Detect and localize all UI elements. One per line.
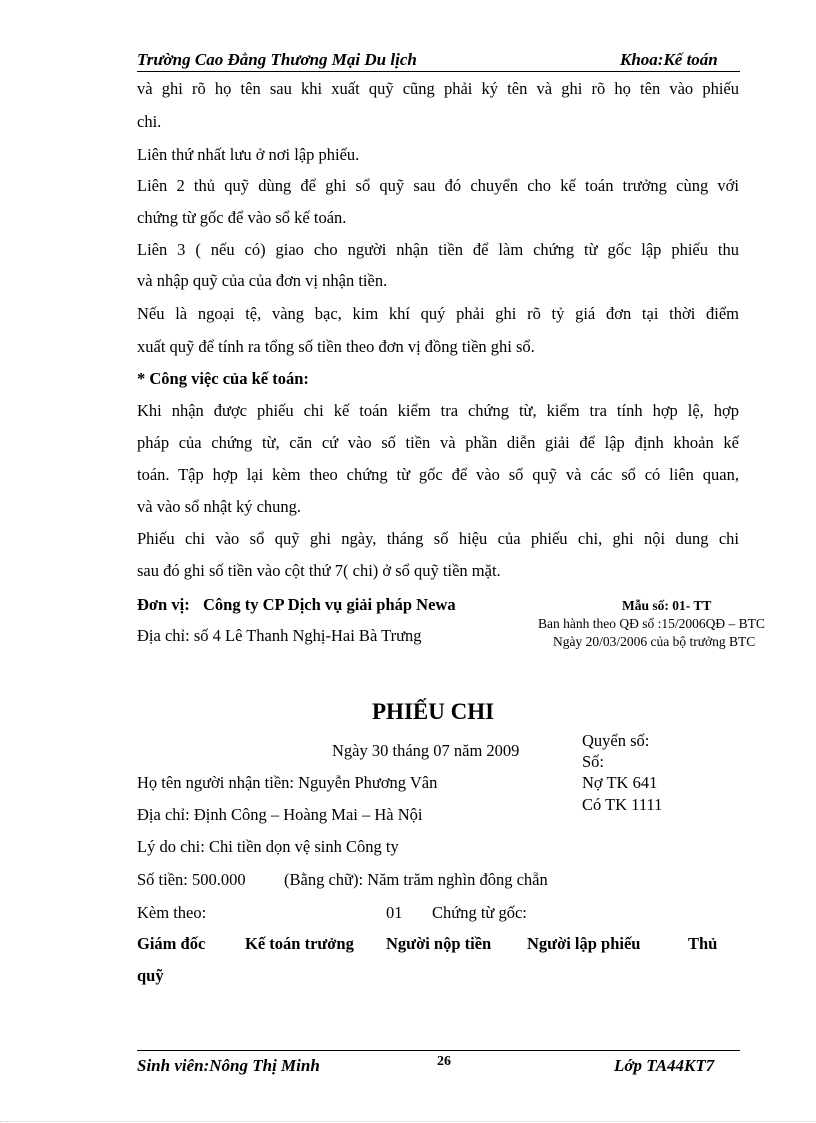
credit-account: Có TK 1111 xyxy=(582,795,663,814)
voucher-date: Ngày 30 tháng 07 năm 2009 xyxy=(332,741,520,760)
payment-amount: Số tiền: 500.000 xyxy=(137,870,246,889)
paragraph-line: xuất quỹ để tính ra tổng số tiền theo đơn vị đồng tiền ghi sổ. xyxy=(137,337,535,356)
signer-payer: Người nộp tiền xyxy=(386,934,492,953)
issued-decision: Ban hành theo QĐ số :15/2006QĐ – BTC xyxy=(538,616,765,631)
header-rule xyxy=(137,71,740,72)
section-heading: * Công việc của kế toán: xyxy=(137,369,309,388)
paragraph-line: và nhập quỹ của của đơn vị nhận tiền. xyxy=(137,271,388,290)
amount-in-words: (Bằng chữ): Năm trăm nghìn đông chẵn xyxy=(284,870,548,889)
recipient-address: Địa chỉ: Định Công – Hoàng Mai – Hà Nội xyxy=(137,805,423,824)
issued-date: Ngày 20/03/2006 của bộ trưởng BTC xyxy=(553,634,756,649)
paragraph-line: và vào sổ nhật ký chung. xyxy=(137,497,302,516)
paragraph-line: Liên 3 ( nếu có) giao cho người nhận tiền để làm chứng từ gốc lập phiếu thu xyxy=(137,240,739,259)
page-edge-divider xyxy=(0,1121,816,1122)
recipient-name: Họ tên người nhận tiền: Nguyễn Phương Vân xyxy=(137,773,438,792)
signer-chief-accountant: Kế toán trưởng xyxy=(245,934,354,953)
paragraph-line: chi. xyxy=(137,112,162,131)
paragraph-line: Liên thứ nhất lưu ở nơi lập phiếu. xyxy=(137,145,360,164)
unit-address: Địa chỉ: số 4 Lê Thanh Nghị-Hai Bà Trưng xyxy=(137,626,422,645)
signer-cashier-wrap: quỹ xyxy=(137,966,164,985)
signer-cashier: Thủ xyxy=(688,934,718,953)
signer-director: Giám đốc xyxy=(137,934,206,953)
paragraph-line: chứng từ gốc để vào sổ kế toán. xyxy=(137,208,347,227)
paragraph-line: sau đó ghi số tiền vào cột thứ 7( chi) ở sổ quỹ tiền mặt. xyxy=(137,561,501,580)
paragraph-line: toán. Tập hợp lại kèm theo chứng từ gốc để vào sổ quỹ và các sổ có liên quan, xyxy=(137,465,739,484)
header-school: Trường Cao Đẳng Thương Mại Du lịch xyxy=(137,50,417,69)
paragraph-line: Khi nhận được phiếu chi kế toán kiểm tra chứng từ, kiểm tra tính hợp lệ, hợp xyxy=(137,401,739,420)
paragraph-line: Liên 2 thủ quỹ dùng để ghi sổ quỹ sau đó chuyển cho kế toán trưởng cùng với xyxy=(137,176,739,195)
voucher-number: Số: xyxy=(582,752,605,771)
attachment-label: Kèm theo: xyxy=(137,903,207,922)
book-number: Quyển số: xyxy=(582,731,650,750)
signer-preparer: Người lập phiếu xyxy=(527,934,641,953)
page-number: 26 xyxy=(437,1054,451,1069)
voucher-title: PHIẾU CHI xyxy=(372,699,495,724)
paragraph-line: Phiếu chi vào sổ quỹ ghi ngày, tháng số hiệu của phiếu chi, ghi nội dung chi xyxy=(137,529,739,548)
footer-class: Lớp TA44KT7 xyxy=(614,1056,715,1075)
attachment-document: Chứng từ gốc: xyxy=(432,903,527,922)
form-number: Mẫu số: 01- TT xyxy=(622,598,712,613)
unit-value: Công ty CP Dịch vụ giải pháp Newa xyxy=(203,595,456,614)
header-department: Khoa:Kế toán xyxy=(620,50,718,69)
attachment-count: 01 xyxy=(386,903,403,922)
paragraph-line: và ghi rõ họ tên sau khi xuất quỹ cũng phải ký tên và ghi rõ họ tên vào phiếu xyxy=(137,79,739,98)
footer-student: Sinh viên:Nông Thị Minh xyxy=(137,1056,320,1075)
unit-label: Đơn vị: xyxy=(137,595,190,614)
debit-account: Nợ TK 641 xyxy=(582,773,658,792)
paragraph-line: pháp của chứng từ, căn cứ vào số tiền và phần diễn giải để lập định khoản kế xyxy=(137,433,739,452)
payment-reason: Lý do chi: Chi tiền dọn vệ sinh Công ty xyxy=(137,837,399,856)
footer-rule xyxy=(137,1050,740,1051)
paragraph-line: Nếu là ngoại tệ, vàng bạc, kim khí quý phải ghi rõ tỷ giá đơn tại thời điểm xyxy=(137,304,739,323)
